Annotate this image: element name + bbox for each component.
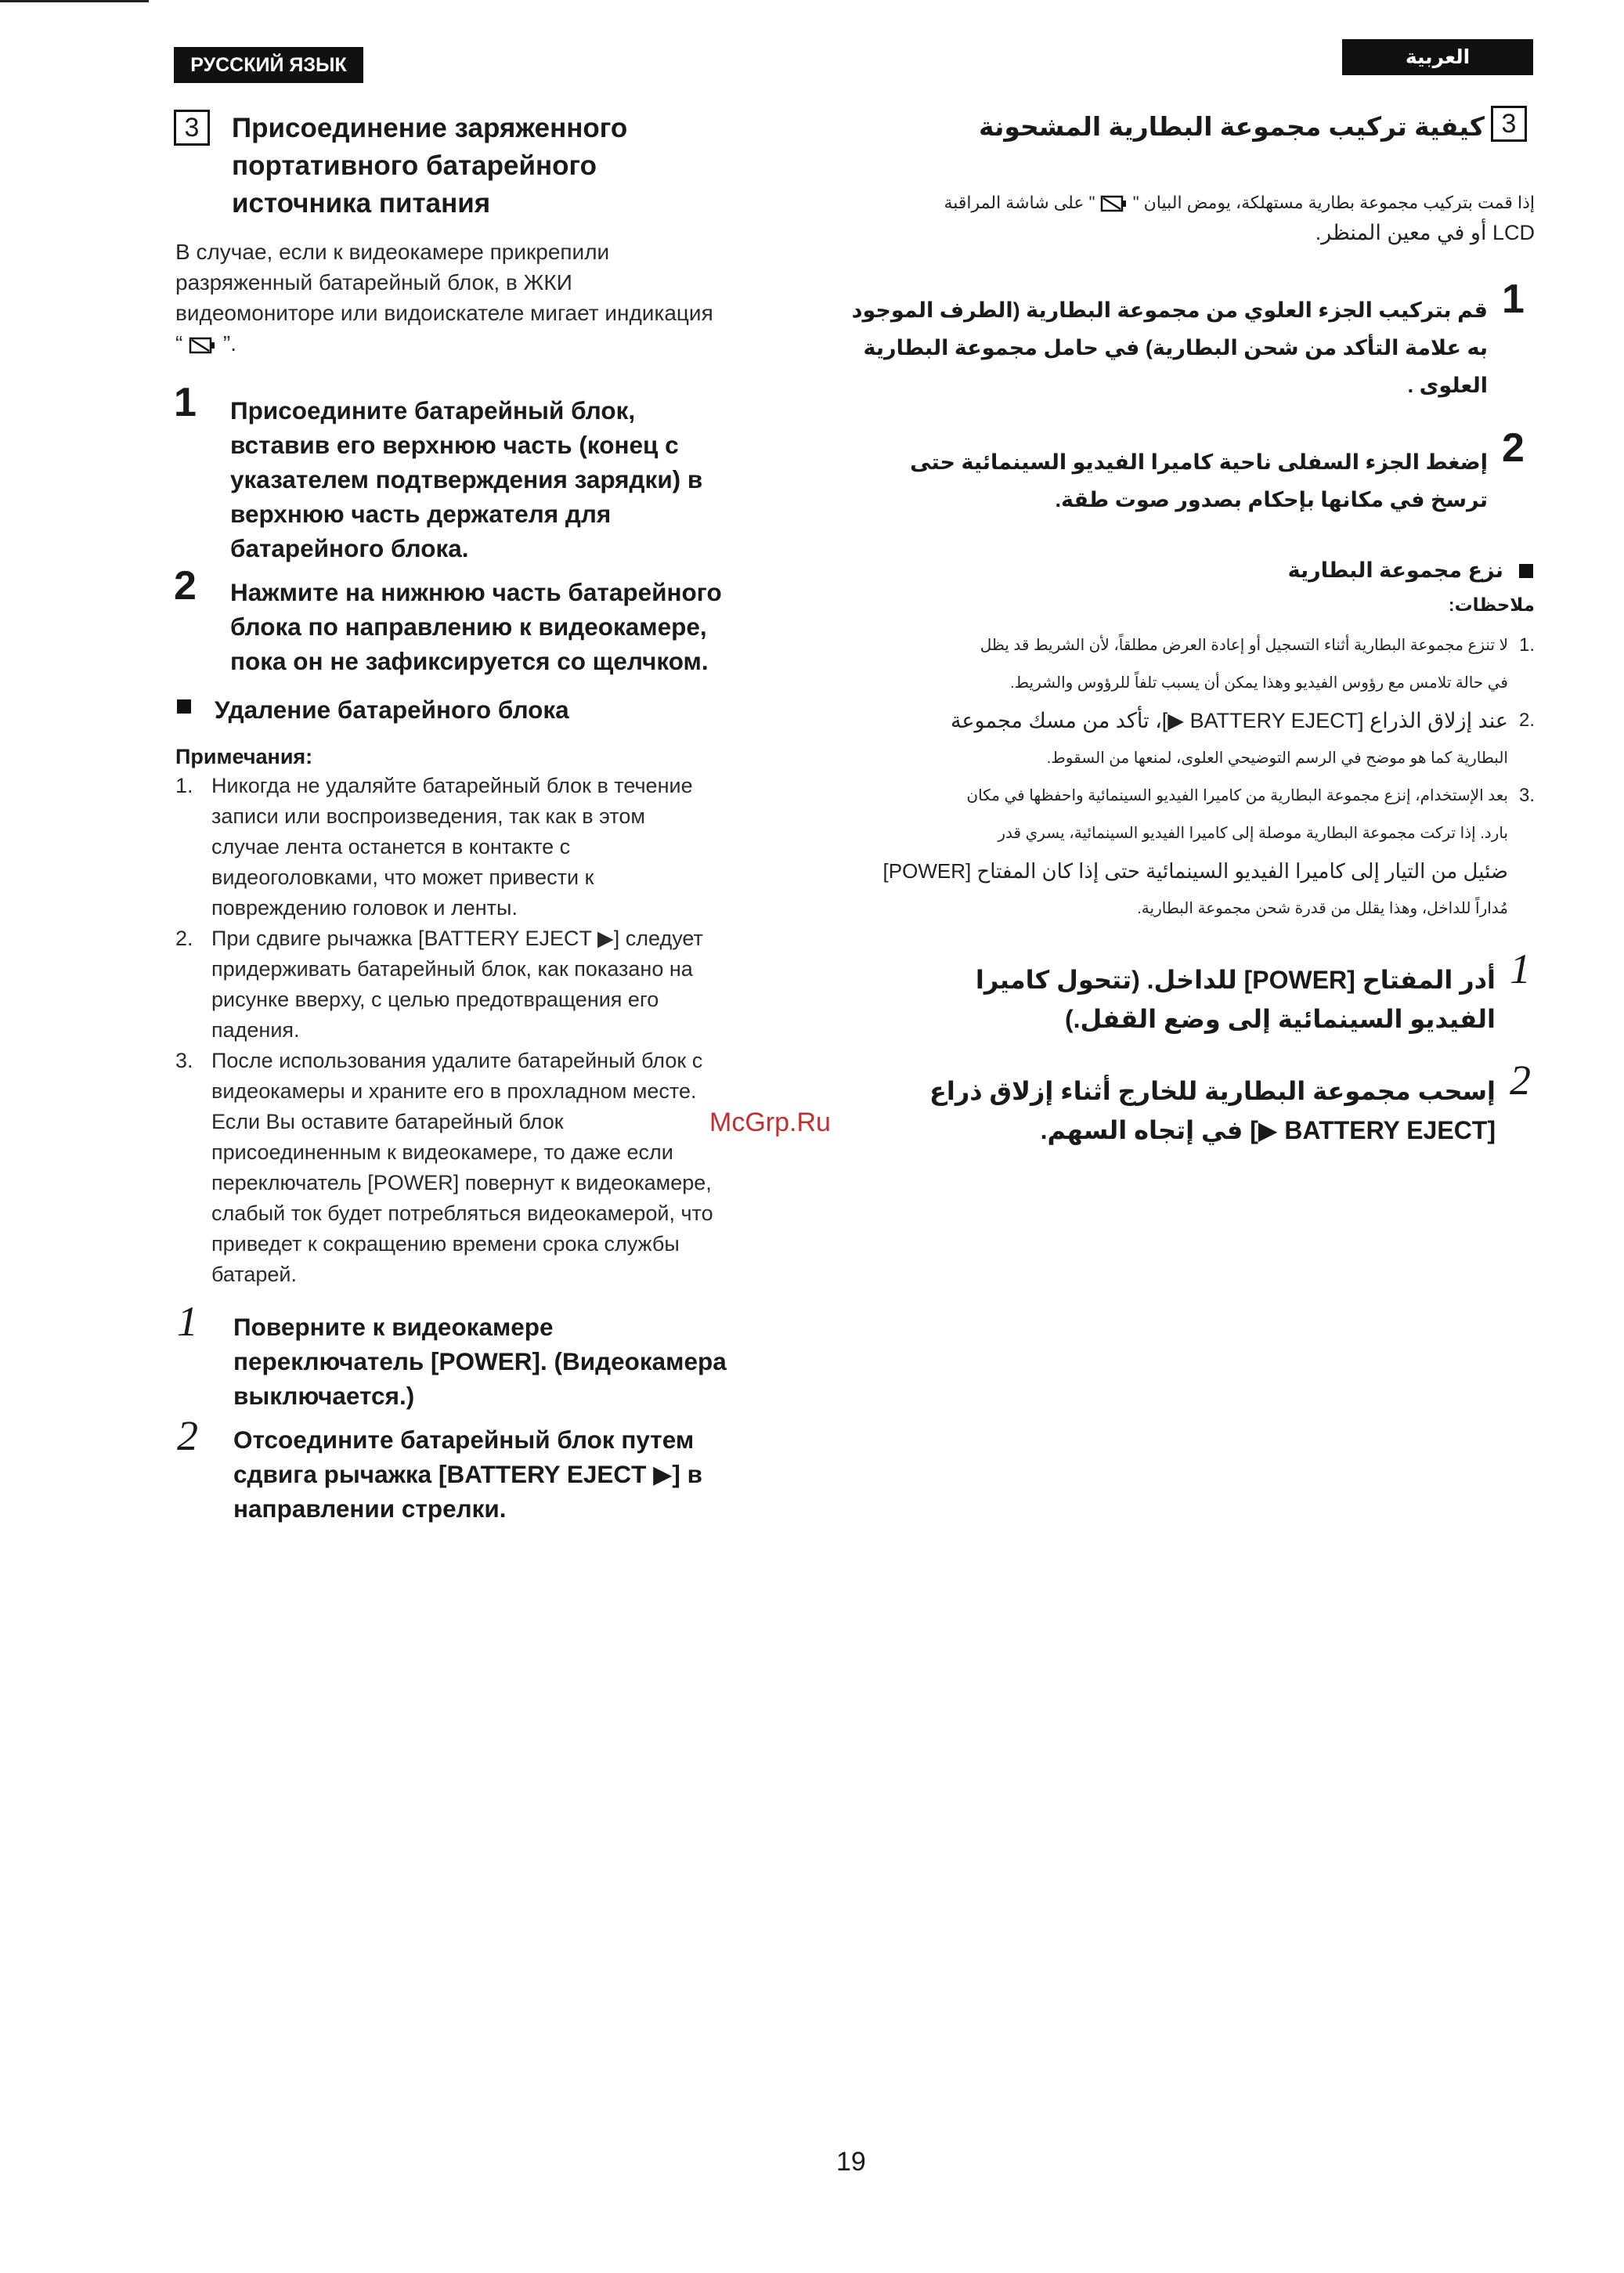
- note-line: рисунке вверху, с целью предотвращения его: [211, 988, 659, 1011]
- note-line: присоединенным к видеокамере, то даже если: [211, 1140, 673, 1164]
- russian-step-line: указателем подтверждения зарядки) в: [230, 465, 703, 493]
- russian-step-line: переключатель [POWER]. (Видеокамера: [233, 1347, 727, 1375]
- note-line: البطارية كما هو موضح في الرسم التوضيحي العلوى، لمنعها من السقوط.: [1046, 750, 1508, 767]
- russian-step-line: Нажмите на нижнюю часть батарейного: [230, 578, 722, 606]
- arabic-title: كيفية تركيب مجموعة البطارية المشحونة: [978, 112, 1485, 141]
- note-number: 1.: [175, 774, 193, 797]
- note-text: [211, 1046, 713, 1290]
- note-line: придерживать батарейный блок, как показано на: [211, 957, 693, 981]
- arabic-step-line: إسحب مجموعة البطارية للخارج أثناء إزلاق ذراع: [929, 1077, 1496, 1105]
- note-number: 3.: [175, 1049, 193, 1072]
- bullet-square-icon: [1519, 564, 1533, 578]
- arabic-intro-part: " على شاشة المراقبة: [944, 193, 1095, 212]
- note-line: приведет к сокращению времени срока службы: [211, 1232, 680, 1256]
- arabic-step-line: العلوى .: [1407, 374, 1488, 397]
- note-line: После использования удалите батарейный блок с: [211, 1049, 703, 1072]
- arabic-step-line: الفيديو السينمائية إلى وضع القفل.): [1064, 1005, 1496, 1033]
- quote-open: “: [175, 331, 183, 356]
- arabic-notes-heading: ملاحظات:: [1448, 594, 1535, 615]
- russian-notes-heading: Примечания:: [175, 745, 313, 768]
- arabic-language-tab: [1342, 39, 1533, 75]
- arabic-step-1-number: 1: [1502, 276, 1525, 322]
- arabic-removal-step-1-number: 1: [1510, 945, 1531, 992]
- quote-close: ”.: [222, 331, 236, 356]
- arabic-language-tab-label: العربية: [1405, 46, 1471, 68]
- page-number: 19: [836, 2147, 866, 2177]
- note-line: بارد. إذا تركت مجموعة البطارية موصلة إلى كاميرا الفيديو السينمائية، يسري قدر: [998, 825, 1508, 842]
- note-line: مُداراً للداخل، وهذا يقلل من قدرة شحن مجموعة البطارية.: [1137, 900, 1508, 917]
- russian-step-line: сдвига рычажка [BATTERY EJECT ▶] в: [233, 1460, 702, 1488]
- arabic-intro-line-1: [861, 188, 1535, 218]
- note-text: [951, 702, 1508, 777]
- russian-step-line: Поверните к видеокамере: [233, 1313, 554, 1341]
- russian-section-number: [174, 110, 210, 146]
- russian-step-line: верхнюю часть держателя для: [230, 500, 612, 528]
- arabic-step-2-number: 2: [1502, 425, 1525, 471]
- russian-intro-line: разряженный батарейный блок, в ЖКИ: [175, 270, 572, 295]
- russian-title: [232, 110, 780, 222]
- russian-note-2: [175, 923, 817, 1046]
- russian-step-line: вставив его верхнюю часть (конец с: [230, 431, 679, 459]
- russian-note-1: [175, 771, 817, 923]
- note-number: .2: [1518, 710, 1535, 731]
- note-line: في حالة تلامس مع رؤوس الفيديو وهذا يمكن أن يسبب تلفاً للرؤوس والشريط.: [1010, 674, 1508, 692]
- russian-removal-heading: Удаление батарейного блока: [215, 696, 569, 724]
- russian-step-line: Отсоедините батарейный блок путем: [233, 1426, 695, 1454]
- russian-step-1: [230, 393, 825, 566]
- note-text: [211, 923, 703, 1046]
- russian-removal-step-1-number: 1: [177, 1298, 198, 1345]
- note-line: записи или воспроизведения, так как в этом: [211, 804, 645, 828]
- arabic-step-line: [BATTERY EJECT ▶] في إتجاه السهم.: [1040, 1116, 1496, 1144]
- section-number-box: 3: [174, 110, 210, 146]
- battery-warning-icon: [189, 336, 217, 355]
- note-line: повреждению головок и ленты.: [211, 896, 518, 920]
- russian-step-2: [230, 575, 825, 678]
- arabic-step-line: قم بتركيب الجزء العلوي من مجموعة البطارية (الطرف الموجود: [851, 298, 1488, 322]
- russian-step-2-number: 2: [174, 563, 197, 609]
- note-line: ضئيل من التيار إلى كاميرا الفيديو السينمائية حتى إذا كان المفتاح [POWER]: [882, 859, 1508, 883]
- russian-title-line: источника питания: [232, 188, 491, 219]
- arabic-step-1: [846, 291, 1488, 404]
- russian-title-line: Присоединение заряженного: [232, 113, 628, 143]
- note-line: батарей.: [211, 1263, 297, 1286]
- note-line: При сдвиге рычажка [BATTERY EJECT ▶] следует: [211, 927, 703, 950]
- arabic-removal-step-1: [861, 960, 1496, 1039]
- note-text: [980, 627, 1508, 702]
- russian-step-line: направлении стрелки.: [233, 1494, 507, 1523]
- russian-intro-indicator-line: [175, 328, 817, 359]
- russian-step-line: Присоедините батарейный блок,: [230, 396, 636, 425]
- arabic-section-number: [1491, 106, 1527, 142]
- section-number-box: 3: [1491, 106, 1527, 142]
- russian-step-line: выключается.): [233, 1382, 415, 1410]
- russian-step-1-number: 1: [174, 380, 197, 425]
- arabic-removal-step-2: [861, 1071, 1496, 1150]
- russian-intro: [175, 237, 817, 359]
- note-line: بعد الإستخدام، إنزع مجموعة البطارية من كاميرا الفيديو السينمائية واحفظها في مكان: [966, 787, 1508, 804]
- arabic-note-1: [846, 627, 1535, 702]
- note-line: видеоголовками, что может привести к: [211, 865, 594, 889]
- note-text: [883, 777, 1508, 927]
- arabic-step-line: به علامة التأكد من شحن البطارية) في حامل مجموعة البطارية: [863, 336, 1488, 360]
- arabic-step-2: [846, 443, 1488, 519]
- russian-title-line: портативного батарейного: [232, 150, 597, 181]
- arabic-note-3: [846, 777, 1535, 927]
- russian-removal-step-2: [233, 1422, 828, 1526]
- arabic-intro-part: إذا قمت بتركيب مجموعة بطارية مستهلكة، يومض البيان ": [1132, 193, 1535, 212]
- arabic-intro-line-2: LCD أو في معين المنظر.: [1315, 221, 1535, 244]
- note-number: .1: [1518, 634, 1535, 656]
- note-line: падения.: [211, 1018, 300, 1042]
- note-number: .3: [1518, 785, 1535, 806]
- russian-bullet-square: [177, 699, 191, 717]
- russian-notes: [175, 771, 817, 1290]
- arabic-note-2: [846, 702, 1535, 777]
- arabic-step-line: أدر المفتاح [POWER] للداخل. (تتحول كاميرا: [975, 966, 1496, 994]
- arabic-removal-heading: نزع مجموعة البطارية: [1287, 558, 1503, 582]
- russian-language-tab: [174, 47, 363, 83]
- note-line: لا تنزع مجموعة البطارية أثناء التسجيل أو إعادة العرض مطلقاً، لأن الشريط قد يظل: [980, 637, 1508, 654]
- note-text: [211, 771, 693, 923]
- top-rule: [0, 0, 149, 2]
- note-line: Никогда не удаляйте батарейный блок в течение: [211, 774, 693, 797]
- arabic-bullet-square: [1519, 564, 1533, 582]
- note-line: переключатель [POWER] повернут к видеокамере,: [211, 1171, 712, 1194]
- arabic-intro: [861, 188, 1535, 248]
- russian-note-3: [175, 1046, 817, 1290]
- russian-language-tab-label: РУССКИЙ ЯЗЫК: [190, 53, 347, 76]
- watermark: McGrp.Ru: [709, 1108, 831, 1137]
- note-line: слабый ток будет потребляться видеокамерой, что: [211, 1202, 713, 1225]
- note-line: случае лента останется в контакте с: [211, 835, 571, 858]
- arabic-step-line: ترسخ في مكانها بإحكام بصدور صوت طقة.: [1055, 488, 1488, 511]
- note-number: 2.: [175, 927, 193, 950]
- arabic-notes: [846, 627, 1535, 927]
- note-line: видеокамеры и храните его в прохладном месте.: [211, 1079, 697, 1103]
- note-line: عند إزلاق الذراع [BATTERY EJECT ▶]، تأكد من مسك مجموعة: [950, 709, 1508, 732]
- russian-removal-step-2-number: 2: [177, 1412, 198, 1459]
- bullet-square-icon: [177, 699, 191, 714]
- russian-step-line: пока он не зафиксируется со щелчком.: [230, 647, 709, 675]
- russian-removal-step-1: [233, 1310, 828, 1413]
- battery-warning-icon: [1100, 194, 1128, 213]
- arabic-step-line: إضغط الجزء السفلى ناحية كاميرا الفيديو السينمائية حتى: [910, 450, 1488, 474]
- note-line: Если Вы оставите батарейный блок: [211, 1110, 564, 1133]
- russian-intro-line: В случае, если к видеокамере прикрепили: [175, 240, 610, 264]
- arabic-removal-step-2-number: 2: [1510, 1057, 1531, 1104]
- russian-step-line: батарейного блока.: [230, 534, 469, 562]
- russian-intro-line: видеомониторе или видоискателе мигает индикация: [175, 301, 713, 325]
- russian-step-line: блока по направлению к видеокамере,: [230, 613, 707, 641]
